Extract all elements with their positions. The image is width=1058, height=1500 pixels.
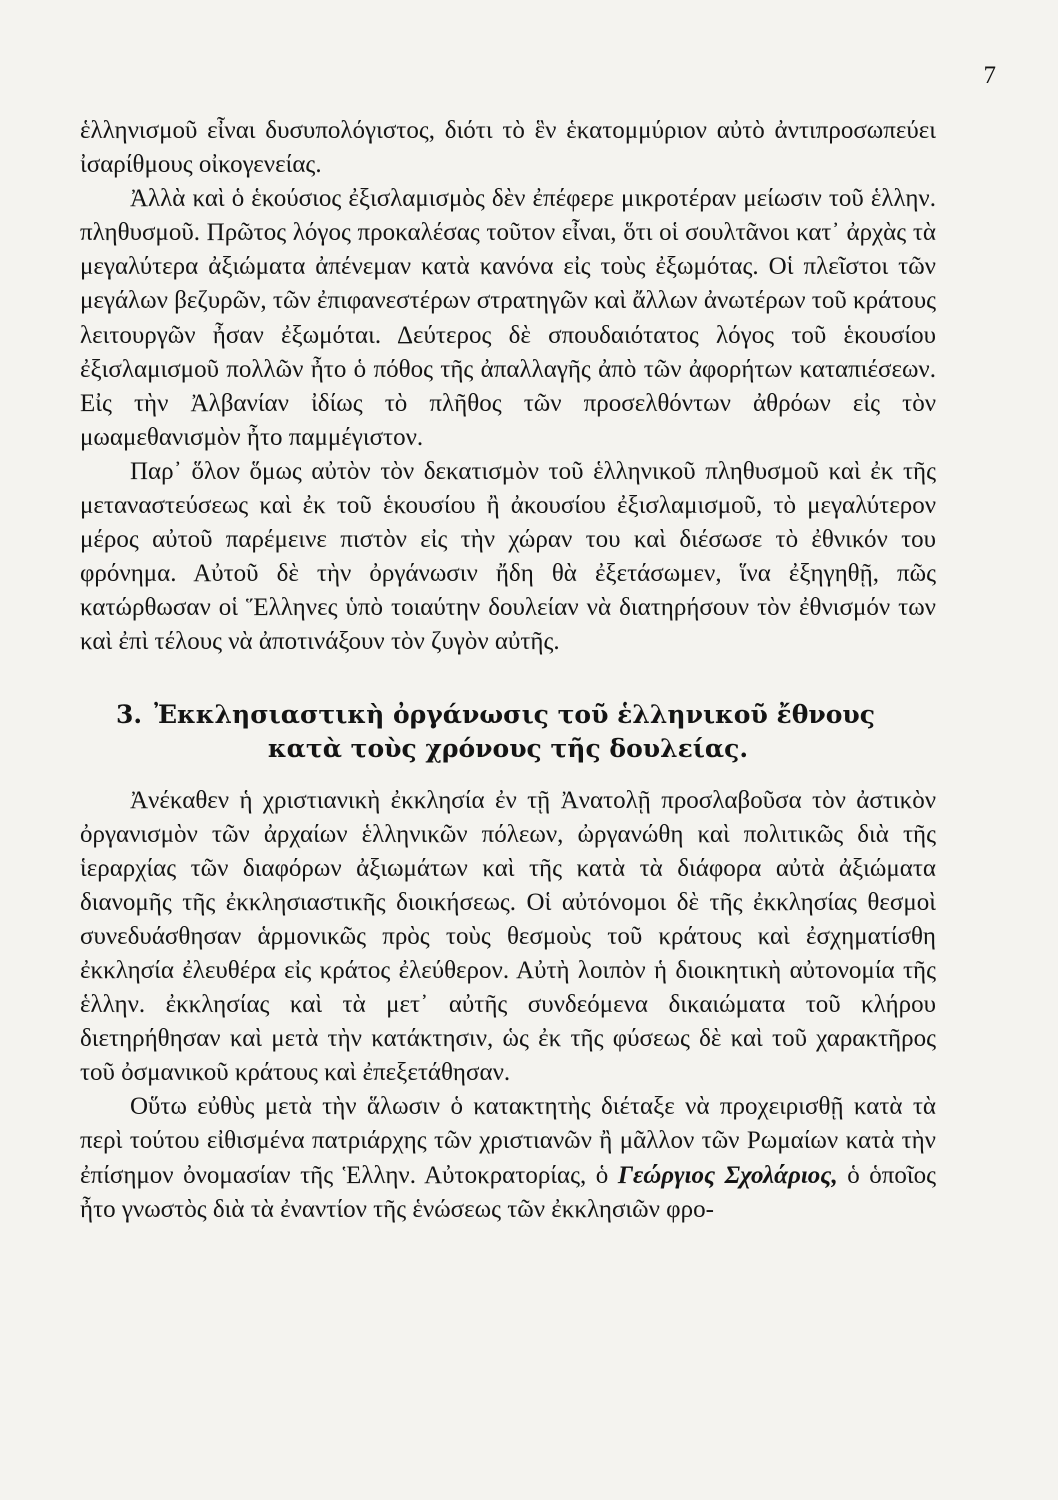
paragraph-2: Ἀλλὰ καὶ ὁ ἑκούσιος ἐξισλαμισμὸς δὲν ἐπέφερε μικροτέραν μείωσιν τοῦ ἑλλην. πληθυσμοῦ. Πρῶτος λόγος προκαλέσας τοῦτον εἶναι, ὅτι οἱ σουλτᾶνοι κατ᾿ ἀρχὰς τὰ μεγαλύτερα ἀξιώματα ἀπένεμαν κατὰ κανόνα εἰς τοὺς ἐξωμότας. Οἱ πλεῖστοι τῶν μεγάλων βεζυρῶν, τῶν ἐπιφανεστέρων στρατηγῶν καὶ ἄλλων ἀνωτέρων τοῦ κράτους λειτουργῶν ἦσαν ἐξωμόται. Δεύτερος δὲ σπουδαιότατος λόγος τοῦ ἑκουσίου ἐξισλαμισμοῦ πολλῶν ἦτο ὁ πόθος τῆς ἀπαλλαγῆς ἀπὸ τῶν ἀφορήτων καταπιέσεων. Εἰς τὴν Ἀλβανίαν ἰδίως τὸ πλῆθος τῶν προσελθόντων ἀθρόων εἰς τὸν μωαμεθανισμὸν ἦτο παμμέγιστον. xyxy=(80,185,936,451)
paragraph-4: Ἀνέκαθεν ἡ χριστιανικὴ ἐκκλησία ἐν τῇ Ἀνατολῇ προσλαβοῦσα τὸν ἀστικὸν ὀργανισμὸν τῶν ἀρχαίων ἑλληνικῶν πόλεων, ὠργανώθη καὶ πολιτικῶς διὰ τῆς ἱεραρχίας τῶν διαφόρων ἀξιωμάτων καὶ τῆς κατὰ τὰ διάφορα αὐτὰ ἀξιώματα διανομῆς τῆς ἐκκλησιαστικῆς διοικήσεως. Οἱ αὐτόνομοι δὲ τῆς ἐκκλησίας θεσμοὶ συνεδυάσθησαν ἁρμονικῶς πρὸς τοὺς θεσμοὺς τοῦ κράτους καὶ ἐσχηματίσθη ἐκκλησία ἐλευθέρα εἰς κράτος ἐλεύθερον. Αὐτὴ λοιπὸν ἡ διοικητικὴ αὐτονομία τῆς ἑλλην. ἐκκλησίας καὶ τὰ μετ᾿ αὐτῆς συνδεόμενα δικαιώματα τοῦ κλήρου διετηρήθησαν καὶ μετὰ τὴν κατάκτησιν, ὡς ἐκ τῆς φύσεως δὲ καὶ τοῦ χαρακτῆρος τοῦ ὀσμανικοῦ κράτους καὶ ἐπεξετάθησαν. xyxy=(80,786,936,1087)
paragraph-5 xyxy=(80,1090,936,1226)
section-number: 3. xyxy=(116,699,143,729)
person-name-emphasis: Γεώργιος Σχολάριος, xyxy=(617,1161,838,1189)
section-title-line-2: κατὰ τοὺς χρόνους τῆς δουλείας. xyxy=(267,733,749,763)
paragraph-5-end: ὁ ὁποῖος ἦτο γνωστὸς διὰ τὰ ἐναντίον τῆς ἑνώσεως τῶν ἐκκλησιῶν φρο- xyxy=(80,1161,937,1223)
section-title-line-1: Ἐκκλησιαστικὴ ὀργάνωσις τοῦ ἑλληνικοῦ ἔθνους xyxy=(154,699,875,729)
paragraph-5-start: Οὕτω εὐθὺς μετὰ τὴν ἅλωσιν ὁ κατακτητὴς διέταξε νὰ προχειρισθῇ κατὰ τὰ περὶ τούτου εἰθισμένα πατριάρχης τῶν χριστιανῶν ἢ μᾶλλον τῶν Ρωμαίων κατὰ τὴν ἐπίσημον ὀνομασίαν τῆς Ἑλλην. Αὐτοκρατορίας, ὁ xyxy=(80,1093,936,1189)
section-heading-line-1 xyxy=(80,698,936,732)
page-number: 7 xyxy=(983,62,996,89)
section-heading xyxy=(80,698,936,766)
paragraph-3: Παρ᾿ ὅλον ὅμως αὐτὸν τὸν δεκατισμὸν τοῦ ἑλληνικοῦ πληθυσμοῦ καὶ ἐκ τῆς μεταναστεύσεως καὶ ἐκ τοῦ ἑκουσίου ἢ ἀκουσίου ἐξισλαμισμοῦ, τὸ μεγαλύτερον μέρος αὐτοῦ παρέμεινε πιστὸν εἰς τὴν χώραν του καὶ διέσωσε τὸ ἐθνικόν του φρόνημα. Αὐτοῦ δὲ τὴν ὀργάνωσιν ἤδη θὰ ἐξετάσωμεν, ἵνα ἐξηγηθῇ, πῶς κατώρθωσαν οἱ Ἕλληνες ὑπὸ τοιαύτην δουλείαν νὰ διατηρήσουν τὸν ἐθνισμόν των καὶ ἐπὶ τέλους νὰ ἀποτινάξουν τὸν ζυγὸν αὐτῆς. xyxy=(80,457,936,656)
body-text xyxy=(80,114,936,1227)
paragraph-1: ἑλληνισμοῦ εἶναι δυσυπολόγιστος, διότι τὸ ἓν ἑκατομμύριον αὐτὸ ἀντιπροσωπεύει ἰσαρίθμους οἰκογενείας. xyxy=(80,117,936,179)
